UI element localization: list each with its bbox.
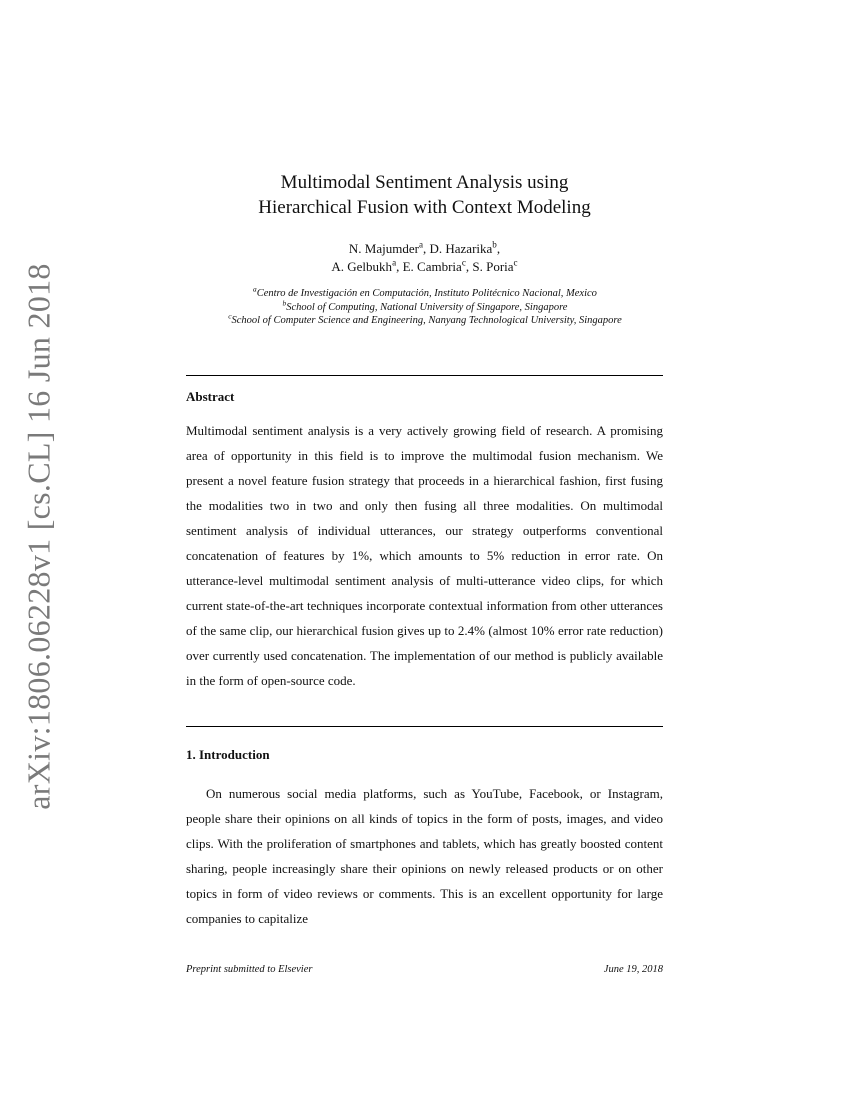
author-affil-mark: c	[513, 257, 518, 268]
author-name: D. Hazarika	[429, 241, 493, 256]
introduction-paragraph: On numerous social media platforms, such as YouTube, Facebook, or Instagram, people share their opinions on all kinds of topics in the form of posts, images, and video clips. With the proliferation of smartphones and tablets, which has greatly boosted content sharing, people increasingly share their opinions on newly released products or on other topics in form of video reviews or comments. This is an excellent opportunity for large companies to capitalize	[186, 786, 663, 926]
author-affil-mark: c	[461, 257, 466, 268]
abstract-heading: Abstract	[186, 389, 235, 404]
footer-date: June 19, 2018	[603, 964, 663, 975]
arxiv-stamp-text: arXiv:1806.06228v1 [cs.CL] 16 Jun 2018	[20, 262, 57, 810]
author-name: E. Cambria	[402, 259, 462, 274]
title-line-2: Hierarchical Fusion with Context Modeling	[258, 197, 591, 218]
author-name: N. Majumder	[348, 241, 419, 256]
page-footer	[186, 964, 663, 975]
author-list	[186, 240, 663, 276]
author-affil-mark: a	[392, 257, 397, 268]
affiliation-list	[170, 284, 680, 328]
author-affil-mark: b	[492, 239, 497, 250]
author-line-1: N. Majumder$^a$, D. Hazarika$^b$,	[348, 239, 501, 256]
abstract-body: Multimodal sentiment analysis is a very actively growing field of research. A promising area of opportunity in this field is to improve the multimodal fusion mechanism. We present a novel feature fusion strategy that proceeds in a hierarchical fashion, first fusing the modalities two in two and only then fusing all three modalities. On multimodal sentiment analysis of individual utterances, our strategy outperforms conventional concatenation of features by 1%, which amounts to 5% reduction in error rate. On utterance-level multimodal sentiment analysis of multi-utterance video clips, for which current state-of-the-art techniques incorporate contextual information from other utterances of the same clip, our hierarchical fusion gives up to 2.4% (almost 10% error rate reduction) over currently used concatenation. The implementation of our method is publicly available in the form of open-source code.	[186, 423, 663, 688]
section-heading-introduction: 1. Introduction	[186, 747, 270, 762]
abstract-top-rule	[186, 375, 663, 376]
affiliation-a: $^a$Centro de Investigación en Computación, Instituto Politécnico Nacional, Mexico	[253, 284, 597, 299]
paper-title	[186, 170, 663, 220]
author-name: A. Gelbukh	[331, 259, 393, 274]
arxiv-stamp	[16, 262, 62, 810]
author-name: S. Poria	[472, 259, 514, 274]
author-affil-mark: a	[418, 239, 423, 250]
title-line-1: Multimodal Sentiment Analysis using	[280, 172, 569, 193]
affiliation-b: $^b$School of Computing, National University of Singapore, Singapore	[282, 298, 568, 313]
footer-preprint-note: Preprint submitted to Elsevier	[186, 964, 313, 975]
abstract-bottom-rule	[186, 726, 663, 727]
affiliation-c: $^c$School of Computer Science and Engineering, Nanyang Technological University, Singapore	[228, 311, 622, 326]
author-line-2: A. Gelbukh$^a$, E. Cambria$^c$, S. Poria$^c$	[331, 257, 518, 274]
